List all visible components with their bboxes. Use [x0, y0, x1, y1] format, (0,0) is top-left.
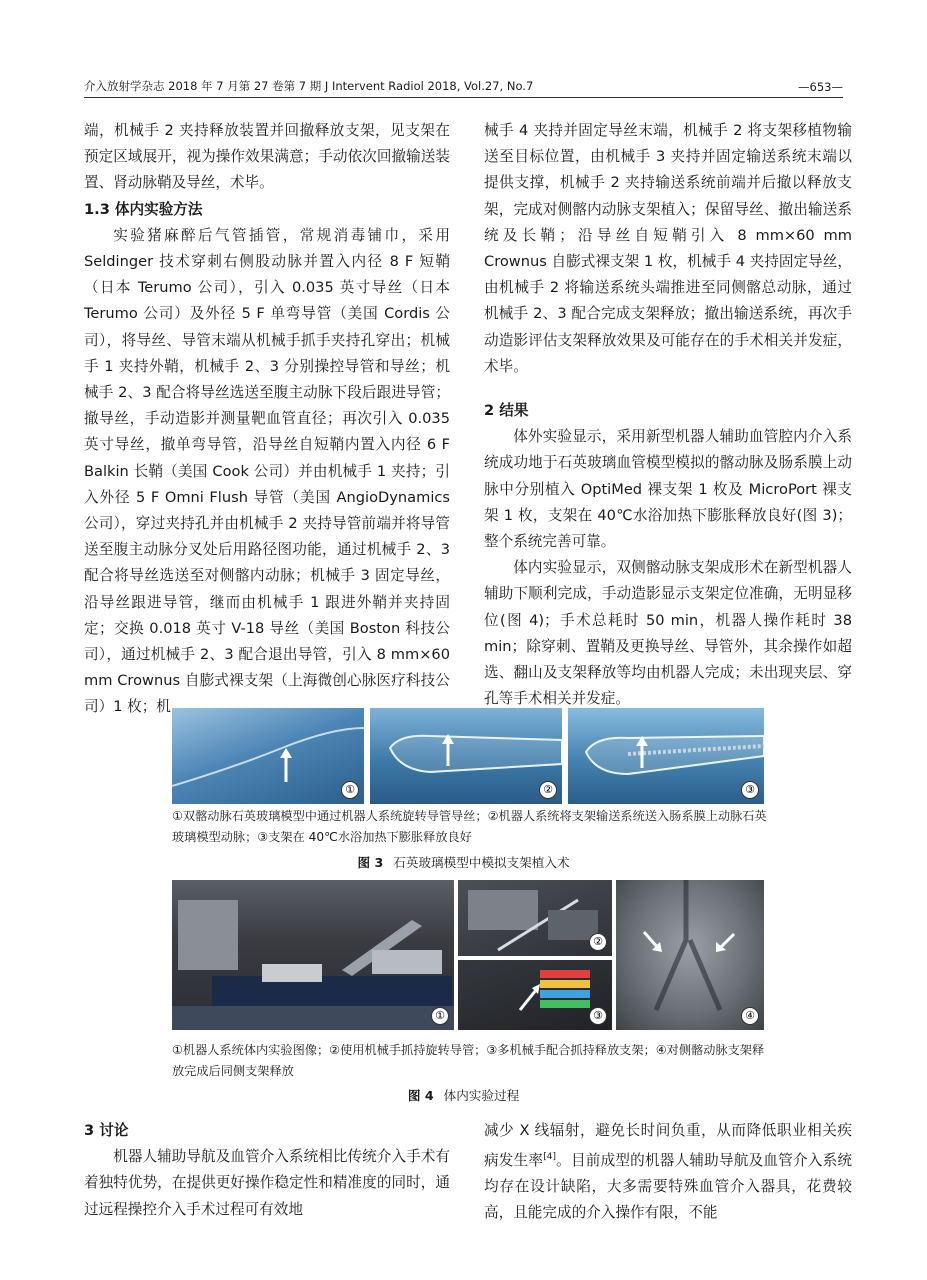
figure-title-text: 石英玻璃模型中模拟支架植入术: [393, 855, 570, 870]
paragraph: 机器人辅助导航及血管介入系统相比传统介入手术有着独特优势，在提供更好操作稳定性和精准度的同时，通过远程操控介入手术过程可有效地: [84, 1148, 450, 1218]
figure-label: 图 4: [407, 1088, 434, 1103]
figure-4-caption: ①机器人系统体内实验图像；②使用机械手抓持旋转导管；③多机械手配合抓持释放支架；④对侧髂动脉支架释放完成后同侧支架释放: [172, 1043, 765, 1078]
fig3-panel-3: [568, 708, 764, 804]
citation: [4]: [543, 1152, 556, 1163]
paragraph: 体外实验显示，采用新型机器人辅助血管腔内介入系统成功地于石英玻璃血管模型模拟的髂动脉及肠系膜上动脉中分别植入 OptiMed 裸支架 1 枚及 MicroPort 裸支架 1 枚，支架在 40℃水浴加热下膨胀释放良好(图 3)；整个系统完善可靠。: [484, 428, 852, 551]
paragraph: 端，机械手 2 夹持释放装置并回撤释放支架，见支架在预定区域展开，视为操作效果满意；手动依次回撤输送装置、肾动脉鞘及导丝，术毕。: [84, 122, 450, 192]
fig3-panel-2: [370, 708, 562, 804]
figure-title-text: 体内实验过程: [443, 1088, 520, 1103]
panel-number: ③: [589, 1007, 607, 1025]
fig3-panel-2-drawing: [370, 708, 562, 804]
page-number: —653—: [798, 80, 843, 94]
paragraph: 体内实验显示，双侧髂动脉支架成形术在新型机器人辅助下顺利完成，手动造影显示支架定位准确，无明显移位(图 4)；手术总耗时 50 min，机器人操作耗时 38 min；除穿刺、置鞘及更换导丝、导管外，其余操作如超选、翻山及支架释放等均由机器人完成；未出现夹层、穿孔等手术相关并发症。: [484, 559, 852, 708]
fig3-panel-1-drawing: [172, 708, 364, 804]
fig4-panel-4-drawing: [616, 880, 764, 1030]
paragraph: 实验猪麻醉后气管插管，常规消毒铺巾，采用 Seldinger 技术穿刺右侧股动脉并置入内径 8 F 短鞘（日本 Terumo 公司），引入 0.035 英寸导丝（日本 Terumo 公司）及外径 5 F 单弯导管（美国 Cordis 公司），将导丝、导管末端从机械手抓手夹持孔穿出；机械手 1 夹持外鞘，机械手 2、3 分别操控导管和导丝；机械手 2、3 配合将导丝选送至腹主动脉下段后跟进导管；撤导丝，手动造影并测量靶血管直径；再次引入 0.035 英寸导丝，撤单弯导管，沿导丝自短鞘内置入内径 6 F Balkin 长鞘（美国 Cook 公司）并由机械手 1 夹持；引入外径 5 F Omni Flush 导管（美国 AngioDynamics 公司），穿过夹持孔并由机械手 2 夹持导管前端并将导管送至腹主动脉分叉处后用路径图功能，通过机械手 2、3 配合将导丝选送至对侧髂内动脉；机械手 3 固定导丝，沿导丝跟进导管，继而由机械手 1 跟进外鞘并夹持固定；交换 0.018 英寸 V-18 导丝（美国 Boston 科技公司），通过机械手 2、3 配合退出导管，引入 8 mm×60 mm Crownus 自膨式裸支架（上海微创心脉医疗科技公司）1 枚；机: [84, 226, 450, 716]
paragraph: [484, 1118, 852, 1227]
figure-4-title: [0, 1085, 927, 1104]
panel-number: ①: [431, 1007, 449, 1025]
fig4-panel-4: [616, 880, 764, 1030]
left-column: [84, 118, 450, 721]
right-column: [484, 118, 852, 712]
section-heading-2: 2 结果: [484, 402, 529, 420]
paragraph: 械手 4 夹持并固定导丝末端，机械手 2 将支架移植物输送至目标位置，由机械手 3 夹持并固定输送系统末端以提供支撑，机械手 2 夹持输送系统前端并后撤以释放支架，完成对侧髂内动脉支架植入；保留导丝、撤出输送系统及长鞘；沿导丝自短鞘引入 8 mm×60 mm Crownus 自膨式裸支架 1 枚，机械手 4 夹持固定导丝，由机械手 2 将输送系统头端推进至同侧髂总动脉，通过机械手 2、3 配合完成支架释放；撤出输送系统，再次手动造影评估支架释放效果及可能存在的手术相关并发症，术毕。: [484, 122, 852, 375]
figure-label: 图 3: [357, 855, 384, 870]
panel-number: ③: [741, 781, 759, 799]
fig4-panel-3: [458, 960, 612, 1030]
figure-3-title: [0, 852, 927, 871]
panel-number: ④: [741, 1007, 759, 1025]
fig4-panel-1: [172, 880, 454, 1030]
figure-3-caption: ①双髂动脉石英玻璃模型中通过机器人系统旋转导管导丝；②机器人系统将支架输送系统送入肠系膜上动脉石英玻璃模型动脉；③支架在 40℃水浴加热下膨胀释放良好: [172, 809, 767, 844]
left-column-bottom: [84, 1118, 450, 1223]
running-header: [84, 78, 843, 94]
section-heading-3: 3 讨论: [84, 1122, 129, 1139]
fig3-panel-3-drawing: [568, 708, 764, 804]
section-heading-1-3: 1.3 体内实验方法: [84, 200, 203, 218]
right-column-bottom: [484, 1118, 852, 1227]
fig4-panel-2: [458, 880, 612, 956]
panel-number: ②: [539, 781, 557, 799]
header-rule: [84, 97, 843, 98]
fig4-panel-1-drawing: [172, 880, 454, 1030]
text-run: 减少 X 线辐射，避免长时间负重，从而降低职业相关疾病发生率: [484, 1122, 852, 1170]
panel-number: ①: [341, 781, 359, 799]
text-run: 。目前成型的机器人辅助导航及血管介入系统均存在设计缺陷，大多需要特殊血管介入器具，花费较高，且能完成的介入操作有限，不能: [484, 1152, 852, 1222]
panel-number: ②: [589, 933, 607, 951]
journal-header: 介入放射学杂志 2018 年 7 月第 27 卷第 7 期 J Intervent Radiol 2018, Vol.27, No.7: [84, 79, 534, 93]
fig3-panel-1: [172, 708, 364, 804]
